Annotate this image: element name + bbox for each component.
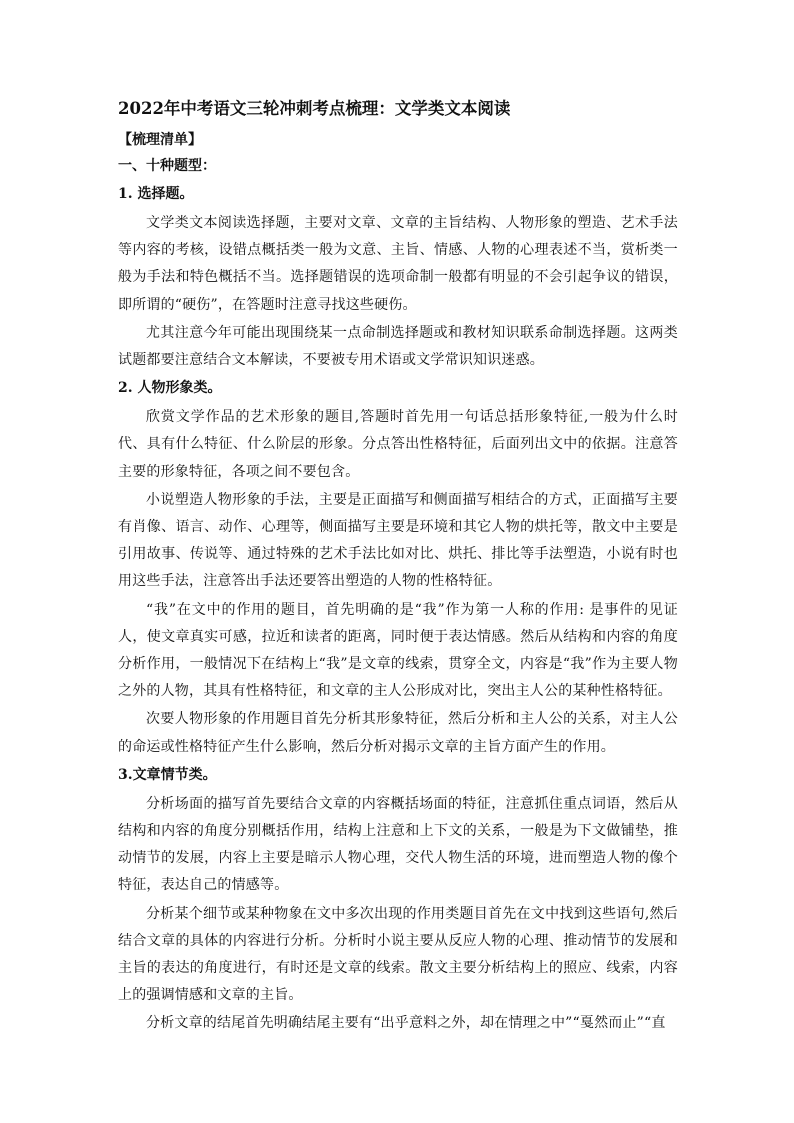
paragraph: 次要人物形象的作用题目首先分析其形象特征，然后分析和主人公的关系，对主人公的命运或性格特征产生什么影响，然后分析对揭示文章的主旨方面产生的作用。 <box>118 711 678 755</box>
paragraph: 欣赏文学作品的艺术形象的题目,答题时首先用一句话总括形象特征,一般为什么时代、具有什么特征、什么阶层的形象。分点答出性格特征，后面列出文中的依据。注意答主要的形象特征，各项之间不要包含。 <box>118 409 678 480</box>
section-one-heading: 一、十种题型： <box>118 158 216 174</box>
paragraph: 分析文章的结尾首先明确结尾主要有“出乎意料之外，却在情理之中”“戛然而止”“直 <box>146 1015 666 1032</box>
section-heading: 2. 人物形象类。 <box>118 380 222 397</box>
paragraph: 分析场面的描写首先要结合文章的内容概括场面的特征，注意抓住重点词语，然后从结构和内容的角度分别概括作用，结构上注意和上下文的关系，一般是为下文做铺垫，推动情节的发展，内容上主要是暗示人物心理，交代人物生活的环境，进而塑造人物的像个特征，表达自己的情感等。 <box>118 795 678 894</box>
paragraph: 小说塑造人物形象的手法，主要是正面描写和侧面描写相结合的方式，正面描写主要有肖像、语言、动作、心理等，侧面描写主要是环境和其它人物的烘托等，散文中主要是引用故事、传说等、通过特殊的艺术手法比如对比、烘托、排比等手法塑造，小说有时也用这些手法，注意答出手法还要答出塑造的人物的性格特征。 <box>118 491 678 590</box>
paragraph: 尤其注意今年可能出现围绕某一点命制选择题或和教材知识联系命制选择题。这两类试题都要注意结合文本解读，不要被专用术语或文学常识知识迷惑。 <box>118 324 678 369</box>
section-choice <box>118 182 678 374</box>
section-plot <box>118 763 678 1038</box>
paragraph: 文学类文本阅读选择题，主要对文章、文章的主旨结构、人物形象的塑造、艺术手法等内容的考核，设错点概括类一般为文意、主旨、情感、人物的心理表述不当，赏析类一般为手法和特色概括不当。选择题错误的选项命制一般都有明显的不会引起争议的错误，即所谓的“硬伤”，在答题时注意寻找这些硬伤。 <box>118 215 678 313</box>
section-heading: 3.文章情节类。 <box>118 766 217 783</box>
section-character <box>118 376 678 761</box>
paragraph: “我”在文中的作用的题目，首先明确的是“我”作为第一人称的作用: 是事件的见证人，使文章真实可感，拉近和读者的距离，同时便于表达情感。然后从结构和内容的角度分析作用，一般情况下在结构上“我”是文章的线索，贯穿全文，内容是“我”作为主要人物之外的人物，其具有性格特征，和文章的主人公形成对比，突出主人公的某种性格特征。 <box>118 601 678 700</box>
section-heading: 1. 选择题。 <box>118 186 194 202</box>
document-title: 2022年中考语文三轮冲刺考点梳理：文学类文本阅读 <box>118 99 511 118</box>
list-header: 【梳理清单】 <box>118 132 202 148</box>
document-page <box>118 96 678 1039</box>
paragraph: 分析某个细节或某种物象在文中多次出现的作用类题目首先在文中找到这些语句,然后结合文章的具体的内容进行分析。分析时小说主要从反应人物的心理、推动情节的发展和主旨的表达的角度进行，有时还是文章的线索。散文主要分析结构上的照应、线索，内容上的强调情感和文章的主旨。 <box>118 905 678 1004</box>
